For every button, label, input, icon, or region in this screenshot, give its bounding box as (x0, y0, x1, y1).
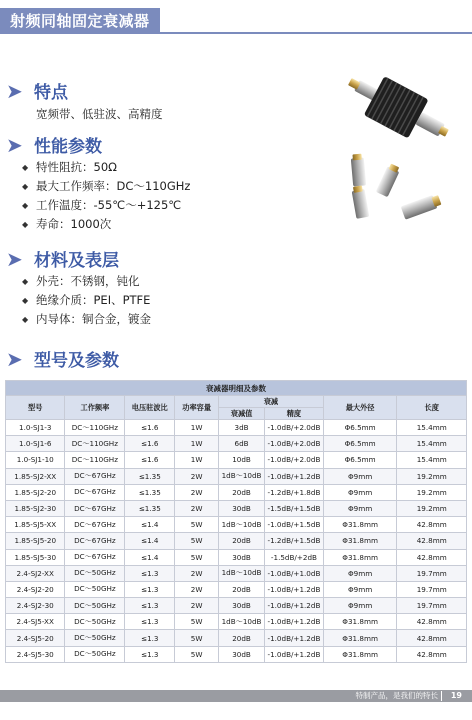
table-cell: Φ6.5mm (323, 420, 397, 436)
table-cell: 2.4-SJ5-30 (6, 646, 65, 662)
table-caption: 衰减器明细及参数 (6, 381, 467, 396)
table-cell: DC～110GHz (65, 452, 125, 468)
table-cell: Φ9mm (323, 484, 397, 500)
table-cell: 15.4mm (397, 452, 467, 468)
table-cell: ≤1.3 (125, 598, 175, 614)
column-header-vswr: 电压驻波比 (125, 396, 175, 420)
table-row (6, 517, 467, 533)
table-cell: ≤1.6 (125, 452, 175, 468)
small-attenuator (376, 163, 401, 197)
table-cell: 42.8mm (397, 533, 467, 549)
list-item: ◆ 特性阻抗：50Ω (22, 158, 190, 177)
table-cell: 2.4-SJ2-20 (6, 581, 65, 597)
table-row (6, 646, 467, 662)
table-cell: ≤1.35 (125, 484, 175, 500)
table-cell: 30dB (219, 500, 265, 516)
table-cell: -1.0dB/+1.2dB (265, 630, 324, 646)
table-cell: 10dB (219, 452, 265, 468)
table-cell: 1W (175, 420, 219, 436)
page-footer (0, 690, 472, 702)
table-cell: 2W (175, 484, 219, 500)
table-cell: 5W (175, 646, 219, 662)
table-row (6, 630, 467, 646)
table-cell: 30dB (219, 646, 265, 662)
table-cell: Φ9mm (323, 565, 397, 581)
table-cell: 1dB～10dB (219, 614, 265, 630)
table-cell: ≤1.3 (125, 565, 175, 581)
column-header-attenuation: 衰减 (219, 396, 324, 408)
table-cell: DC～67GHz (65, 517, 125, 533)
table-cell: ≤1.4 (125, 517, 175, 533)
table-cell: 1dB～10dB (219, 517, 265, 533)
table-cell: 2.4-SJ5-XX (6, 614, 65, 630)
column-header-precision: 精度 (265, 408, 324, 420)
table-cell: DC～67GHz (65, 468, 125, 484)
table-cell: -1.2dB/+1.8dB (265, 484, 324, 500)
table-cell: 20dB (219, 533, 265, 549)
table-cell: 6dB (219, 436, 265, 452)
table-cell: 30dB (219, 549, 265, 565)
table-cell: -1.0dB/+1.2dB (265, 598, 324, 614)
table-cell: ≤1.3 (125, 614, 175, 630)
chevron-right-icon: ➤ (6, 346, 23, 371)
table-cell: -1.0dB/+1.5dB (265, 517, 324, 533)
chevron-right-icon: ➤ (6, 132, 23, 157)
table-cell: 2W (175, 581, 219, 597)
table-cell: 19.7mm (397, 581, 467, 597)
table-cell: 15.4mm (397, 420, 467, 436)
table-cell: ≤1.6 (125, 436, 175, 452)
table-cell: 3dB (219, 420, 265, 436)
table-cell: Φ9mm (323, 500, 397, 516)
table-cell: 2.4-SJ2-XX (6, 565, 65, 581)
bullet-icon: ◆ (22, 163, 29, 172)
table-cell: 1.85-SJ2-30 (6, 500, 65, 516)
table-cell: 19.7mm (397, 565, 467, 581)
attenuator-spec-table (5, 380, 467, 663)
table-cell: Φ31.8mm (323, 630, 397, 646)
bullet-icon: ◆ (22, 220, 29, 229)
footer-divider (441, 691, 442, 701)
table-cell: DC～50GHz (65, 598, 125, 614)
table-cell: ≤1.3 (125, 630, 175, 646)
table-cell: DC～50GHz (65, 646, 125, 662)
table-cell: 5W (175, 517, 219, 533)
table-cell: -1.0dB/+2.0dB (265, 452, 324, 468)
table-cell: 15.4mm (397, 436, 467, 452)
list-item: ◆ 绝缘介质：PEI、PTFE (22, 291, 151, 310)
table-cell: Φ6.5mm (323, 452, 397, 468)
table-cell: 20dB (219, 630, 265, 646)
table-row (6, 581, 467, 597)
table-row (6, 549, 467, 565)
column-header-length: 长度 (397, 396, 467, 420)
table-row (6, 500, 467, 516)
table-cell: Φ31.8mm (323, 549, 397, 565)
footer-slogan: 特制产品，是我们的特长 (355, 691, 438, 700)
table-cell: DC～110GHz (65, 420, 125, 436)
list-item: ◆ 外壳：不锈钢，钝化 (22, 272, 151, 291)
table-cell: -1.0dB/+2.0dB (265, 436, 324, 452)
table-cell: -1.5dB/+1.5dB (265, 500, 324, 516)
table-cell: 42.8mm (397, 517, 467, 533)
table-cell: 1W (175, 436, 219, 452)
section-features-heading (6, 78, 68, 103)
header-rule (160, 32, 472, 34)
table-cell: -1.0dB/+1.0dB (265, 565, 324, 581)
table-cell: 2W (175, 500, 219, 516)
table-cell: -1.0dB/+1.2dB (265, 614, 324, 630)
table-cell: 42.8mm (397, 630, 467, 646)
table-cell: 1.85-SJ5-XX (6, 517, 65, 533)
table-cell: 19.7mm (397, 598, 467, 614)
table-row (6, 565, 467, 581)
table-cell: DC～50GHz (65, 614, 125, 630)
table-row (6, 436, 467, 452)
section-title: 材料及表层 (34, 251, 119, 271)
table-cell: DC～110GHz (65, 436, 125, 452)
table-cell: -1.0dB/+1.2dB (265, 646, 324, 662)
table-row (6, 452, 467, 468)
column-header-power: 功率容量 (175, 396, 219, 420)
table-cell: ≤1.3 (125, 581, 175, 597)
bullet-icon: ◆ (22, 277, 29, 286)
small-attenuator (351, 185, 369, 219)
table-cell: 5W (175, 533, 219, 549)
attenuator-product-photo (330, 72, 470, 232)
small-attenuator (350, 153, 366, 186)
table-cell: 30dB (219, 598, 265, 614)
table-cell: Φ6.5mm (323, 436, 397, 452)
table-cell: Φ9mm (323, 598, 397, 614)
table-cell: 42.8mm (397, 614, 467, 630)
table-cell: 1dB～10dB (219, 468, 265, 484)
table-cell: -1.0dB/+1.2dB (265, 581, 324, 597)
table-cell: 2W (175, 565, 219, 581)
table-cell: 19.2mm (397, 500, 467, 516)
performance-list (22, 158, 190, 234)
table-cell: DC～67GHz (65, 484, 125, 500)
table-row (6, 468, 467, 484)
chevron-right-icon: ➤ (6, 246, 23, 271)
table-cell: DC～50GHz (65, 581, 125, 597)
table-cell: 1.85-SJ5-20 (6, 533, 65, 549)
small-attenuator (401, 193, 442, 219)
table-cell: 1.85-SJ2-20 (6, 484, 65, 500)
table-cell: Φ31.8mm (323, 614, 397, 630)
section-title: 型号及参数 (34, 351, 119, 371)
table-cell: 42.8mm (397, 646, 467, 662)
table-cell: Φ31.8mm (323, 646, 397, 662)
table-cell: 42.8mm (397, 549, 467, 565)
table-cell: 2W (175, 598, 219, 614)
table-cell: 1.0-SJ1-6 (6, 436, 65, 452)
table-cell: 5W (175, 614, 219, 630)
table-cell: 2.4-SJ5-20 (6, 630, 65, 646)
table-cell: Φ31.8mm (323, 533, 397, 549)
table-cell: DC～67GHz (65, 500, 125, 516)
table-cell: 19.2mm (397, 468, 467, 484)
table-cell: Φ31.8mm (323, 517, 397, 533)
section-models-heading (6, 346, 119, 371)
bullet-icon: ◆ (22, 296, 29, 305)
bullet-icon: ◆ (22, 182, 29, 191)
column-header-frequency: 工作频率 (65, 396, 125, 420)
chevron-right-icon: ➤ (6, 78, 23, 103)
table-cell: DC～50GHz (65, 565, 125, 581)
table-cell: 2W (175, 468, 219, 484)
table-row (6, 614, 467, 630)
table-cell: 1.85-SJ5-30 (6, 549, 65, 565)
page-header (0, 0, 472, 36)
table-cell: ≤1.3 (125, 646, 175, 662)
table-cell: 1.85-SJ2-XX (6, 468, 65, 484)
list-item: ◆ 寿命：1000次 (22, 215, 190, 234)
table-cell: -1.0dB/+2.0dB (265, 420, 324, 436)
table-cell: DC～50GHz (65, 630, 125, 646)
table-cell: 20dB (219, 581, 265, 597)
column-header-outer-diameter: 最大外径 (323, 396, 397, 420)
table-cell: ≤1.6 (125, 420, 175, 436)
table-cell: DC～67GHz (65, 549, 125, 565)
table-cell: 1.0-SJ1-10 (6, 452, 65, 468)
table-cell: DC～67GHz (65, 533, 125, 549)
table-row (6, 484, 467, 500)
table-row (6, 533, 467, 549)
list-item: ◆ 工作温度：-55℃～+125℃ (22, 196, 190, 215)
table-cell: ≤1.4 (125, 533, 175, 549)
page-number: 19 (450, 691, 462, 700)
table-cell: 5W (175, 549, 219, 565)
table-cell: ≤1.4 (125, 549, 175, 565)
column-header-model: 型号 (6, 396, 65, 420)
table-cell: -1.5dB/+2dB (265, 549, 324, 565)
table-cell: 2.4-SJ2-30 (6, 598, 65, 614)
section-performance-heading (6, 132, 102, 157)
page-title: 射频同轴固定衰减器 (10, 12, 150, 30)
column-header-attenuation-value: 衰减值 (219, 408, 265, 420)
section-title: 特点 (34, 83, 68, 103)
table-cell: ≤1.35 (125, 468, 175, 484)
table-cell: 1dB～10dB (219, 565, 265, 581)
table-cell: 1.0-SJ1-3 (6, 420, 65, 436)
section-materials-heading (6, 246, 119, 271)
bullet-icon: ◆ (22, 315, 29, 324)
table-cell: -1.2dB/+1.5dB (265, 533, 324, 549)
table-body (6, 420, 467, 663)
table-cell: Φ9mm (323, 468, 397, 484)
heatsink-attenuator (339, 72, 457, 153)
table-cell: 19.2mm (397, 484, 467, 500)
table-row (6, 420, 467, 436)
table-cell: 1W (175, 452, 219, 468)
table-row (6, 598, 467, 614)
section-title: 性能参数 (34, 137, 102, 157)
list-item: ◆ 最大工作频率：DC～110GHz (22, 177, 190, 196)
materials-list (22, 272, 151, 329)
bullet-icon: ◆ (22, 201, 29, 210)
table-cell: -1.0dB/+1.2dB (265, 468, 324, 484)
list-item: ◆ 内导体：铜合金，镀金 (22, 310, 151, 329)
table-cell: Φ9mm (323, 581, 397, 597)
table-cell: 20dB (219, 484, 265, 500)
table-cell: ≤1.35 (125, 500, 175, 516)
table-cell: 5W (175, 630, 219, 646)
features-text: 宽频带、低驻波、高精度 (36, 107, 163, 121)
